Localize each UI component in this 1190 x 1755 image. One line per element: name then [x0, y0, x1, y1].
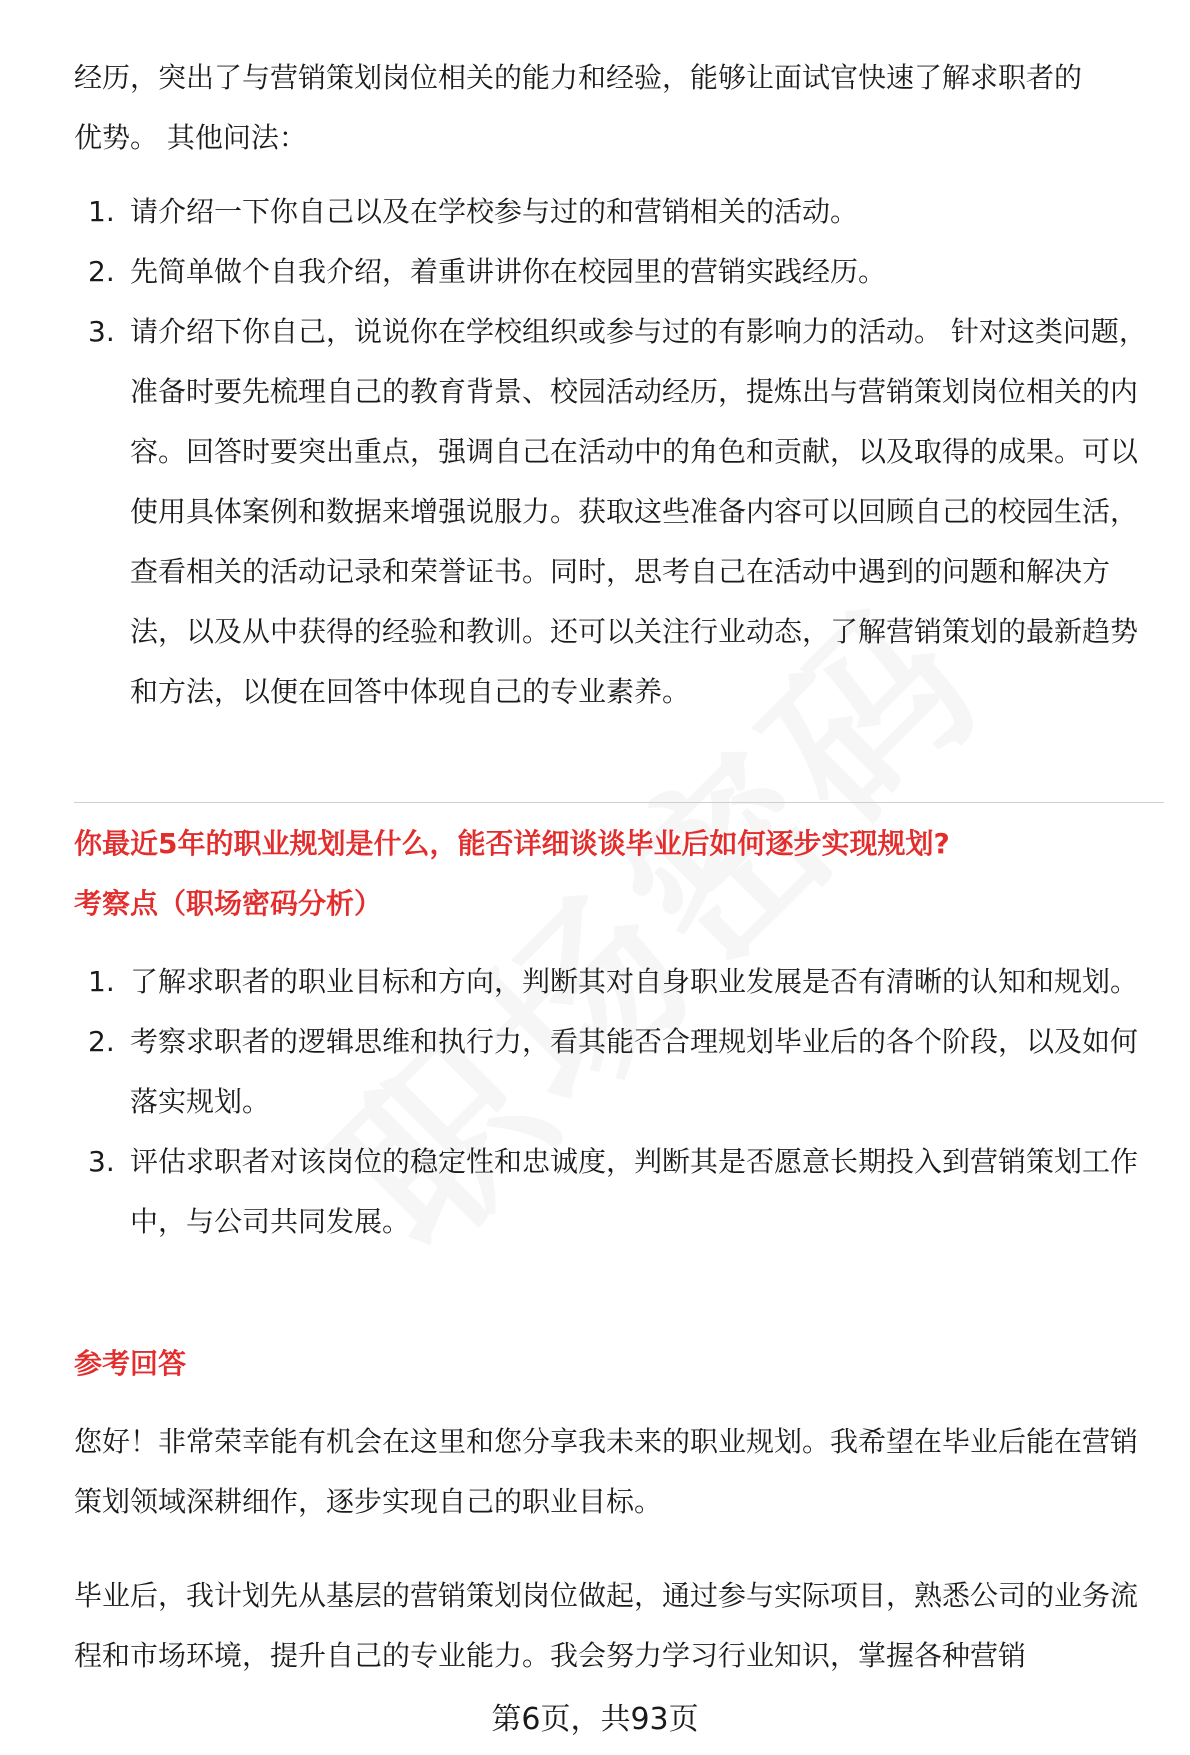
list-item: [74, 242, 1164, 302]
list-text: 请介绍下你自己，说说你在学校组织或参与过的有影响力的活动。 针对这类问题，准备时要先梳理自己的教育背景、校园活动经历，提炼出与营销策划岗位相关的内容。回答时要突出重点，强调自己在活动中的角色和贡献，以及取得的成果。可以使用具体案例和数据来增强说服力。获取这些准备内容可以回顾自己的校园生活，查看相关的活动记录和荣誉证书。同时，思考自己在活动中遇到的问题和解决方法，以及从中获得的经验和教训。还可以关注行业动态，了解营销策划的最新趋势和方法，以便在回答中体现自己的专业素养。: [130, 315, 1147, 708]
page-number: 第6页，共93页: [491, 1702, 699, 1737]
intro-line-1: 经历，突出了与营销策划岗位相关的能力和经验，能够让面试官快速了解求职者的: [74, 61, 1083, 94]
list-number: 3.: [88, 1145, 115, 1178]
analysis-points-list: [74, 952, 1164, 1252]
list-text: 评估求职者对该岗位的稳定性和忠诚度，判断其是否愿意长期投入到营销策划工作中，与公司共同发展。: [130, 1145, 1139, 1238]
list-item: [74, 952, 1164, 1012]
list-number: 2.: [88, 1025, 115, 1058]
question-title: 你最近5年的职业规划是什么，能否详细谈谈毕业后如何逐步实现规划?: [74, 827, 950, 860]
analysis-heading: 考察点（职场密码分析）: [74, 887, 383, 920]
list-number: 1.: [88, 965, 115, 998]
list-item: [74, 1132, 1164, 1252]
answer-paragraph-1: 您好！非常荣幸能有机会在这里和您分享我未来的职业规划。我希望在毕业后能在营销策划领域深耕细作，逐步实现自己的职业目标。: [74, 1425, 1139, 1518]
list-number: 3.: [88, 315, 115, 348]
list-number: 2.: [88, 255, 115, 288]
list-item: [74, 182, 1164, 242]
list-text: 考察求职者的逻辑思维和执行力，看其能否合理规划毕业后的各个阶段，以及如何落实规划。: [130, 1025, 1139, 1118]
list-number: 1.: [88, 195, 115, 228]
list-text: 请介绍一下你自己以及在学校参与过的和营销相关的活动。: [130, 195, 859, 228]
answer-heading: 参考回答: [74, 1347, 187, 1380]
list-item: [74, 302, 1164, 722]
list-text: 了解求职者的职业目标和方向，判断其对自身职业发展是否有清晰的认知和规划。: [130, 965, 1139, 998]
answer-paragraph-2: 毕业后，我计划先从基层的营销策划岗位做起，通过参与实际项目，熟悉公司的业务流程和市场环境，提升自己的专业能力。我会努力学习行业知识，掌握各种营销: [74, 1579, 1139, 1672]
section-divider: [74, 802, 1164, 803]
intro-paragraph: [74, 48, 1164, 168]
other-questions-list: [74, 182, 1164, 722]
list-text: 先简单做个自我介绍，着重讲讲你在校园里的营销实践经历。: [130, 255, 887, 288]
intro-line-2: 优势。 其他问法：: [74, 121, 307, 154]
list-item: [74, 1012, 1164, 1132]
